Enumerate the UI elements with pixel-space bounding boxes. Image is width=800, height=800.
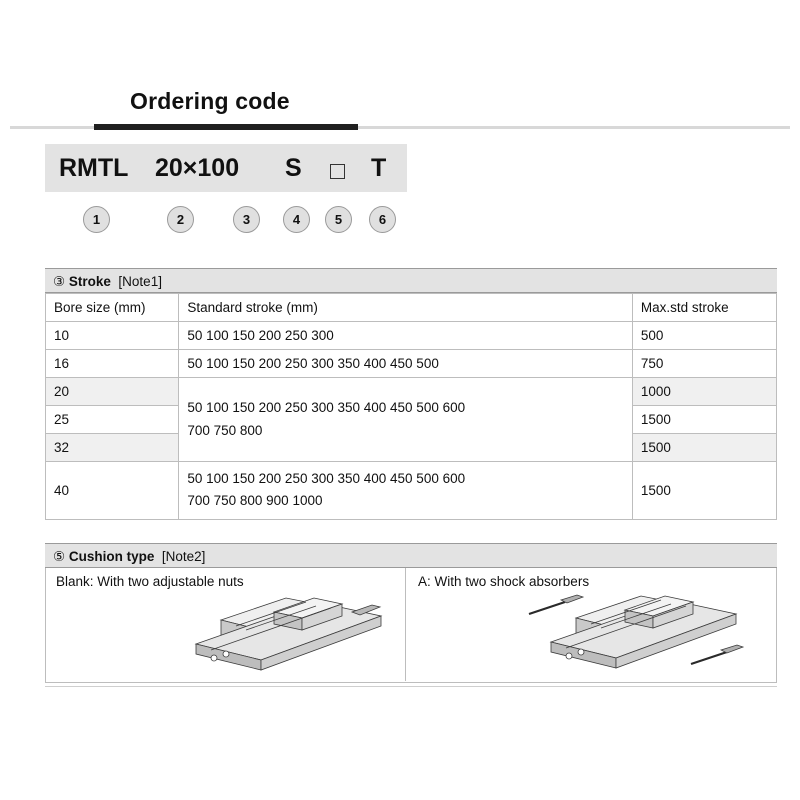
ordering-code-part-1: RMTL (59, 154, 129, 182)
ordering-code-bubbles (45, 206, 425, 238)
stroke-section-note: [Note1] (118, 274, 162, 289)
column-header-standard-stroke: Standard stroke (mm) (179, 294, 632, 322)
column-header-bore-size: Bore size (mm) (46, 294, 179, 322)
table-row (46, 350, 777, 378)
cushion-option-blank-label: Blank: With two adjustable nuts (56, 574, 244, 589)
cell-bore-25: 25 (46, 406, 179, 434)
cushion-option-a-label: A: With two shock absorbers (418, 574, 590, 589)
table-row (46, 462, 777, 520)
stroke-section-header (45, 268, 777, 293)
ordering-code-part-4-box (330, 164, 345, 179)
cell-standard-16: 50 100 150 200 250 300 350 400 450 500 (179, 350, 632, 378)
cushion-section-note: [Note2] (161, 549, 206, 564)
ordering-code-bar (45, 144, 407, 192)
cushion-section-heading: Cushion type (68, 549, 155, 564)
ordering-code-bubble-5: 5 (325, 206, 352, 233)
page-title: Ordering code (130, 88, 290, 114)
ordering-code-part-2: 20×100 (155, 154, 240, 182)
cell-max-40: 1500 (632, 462, 776, 520)
cushion-section-marker: ⑤ (53, 549, 66, 564)
title-rule-accent (94, 124, 358, 130)
stroke-section-heading: Stroke (68, 274, 111, 289)
cushion-divider (405, 568, 406, 681)
ordering-code-bubble-6: 6 (369, 206, 396, 233)
cell-standard-20-32-line1: 50 100 150 200 250 300 350 400 450 500 600 (187, 400, 466, 416)
cell-bore-16: 16 (46, 350, 179, 378)
cell-max-20: 1000 (632, 378, 776, 406)
ordering-code-bubble-1: 1 (83, 206, 110, 233)
cell-standard-20-32 (179, 378, 632, 462)
bottom-rule (45, 686, 777, 687)
cell-max-25: 1500 (632, 406, 776, 434)
cell-standard-40-line1: 50 100 150 200 250 300 350 400 450 500 600 (187, 471, 466, 486)
page-title-block (0, 88, 800, 134)
stroke-section-marker: ③ (53, 274, 66, 289)
stroke-table (45, 293, 777, 520)
table-row (46, 322, 777, 350)
ordering-code-part-6: T (371, 154, 387, 182)
cell-bore-10: 10 (46, 322, 179, 350)
cell-bore-32: 32 (46, 434, 179, 462)
ordering-code-bubble-4: 4 (283, 206, 310, 233)
rodless-cylinder-with-nuts-drawing (166, 590, 401, 675)
rodless-cylinder-with-absorbers-drawing (521, 590, 756, 675)
ordering-code-part-3: S (285, 154, 302, 182)
cushion-section-header (45, 543, 777, 568)
table-row (46, 378, 777, 406)
cell-bore-20: 20 (46, 378, 179, 406)
table-header-row (46, 294, 777, 322)
cell-max-10: 500 (632, 322, 776, 350)
cell-bore-40: 40 (46, 462, 179, 520)
cell-standard-40 (179, 462, 632, 520)
cell-standard-40-line2: 700 750 800 900 1000 (187, 493, 323, 509)
ordering-code-bubble-3: 3 (233, 206, 260, 233)
ordering-code-bubble-2: 2 (167, 206, 194, 233)
cell-standard-10: 50 100 150 200 250 300 (179, 322, 632, 350)
cell-max-16: 750 (632, 350, 776, 378)
cell-standard-20-32-line2: 700 750 800 (187, 422, 263, 438)
cell-max-32: 1500 (632, 434, 776, 462)
cushion-options-box (45, 568, 777, 683)
column-header-max-std-stroke: Max.std stroke (632, 294, 776, 322)
